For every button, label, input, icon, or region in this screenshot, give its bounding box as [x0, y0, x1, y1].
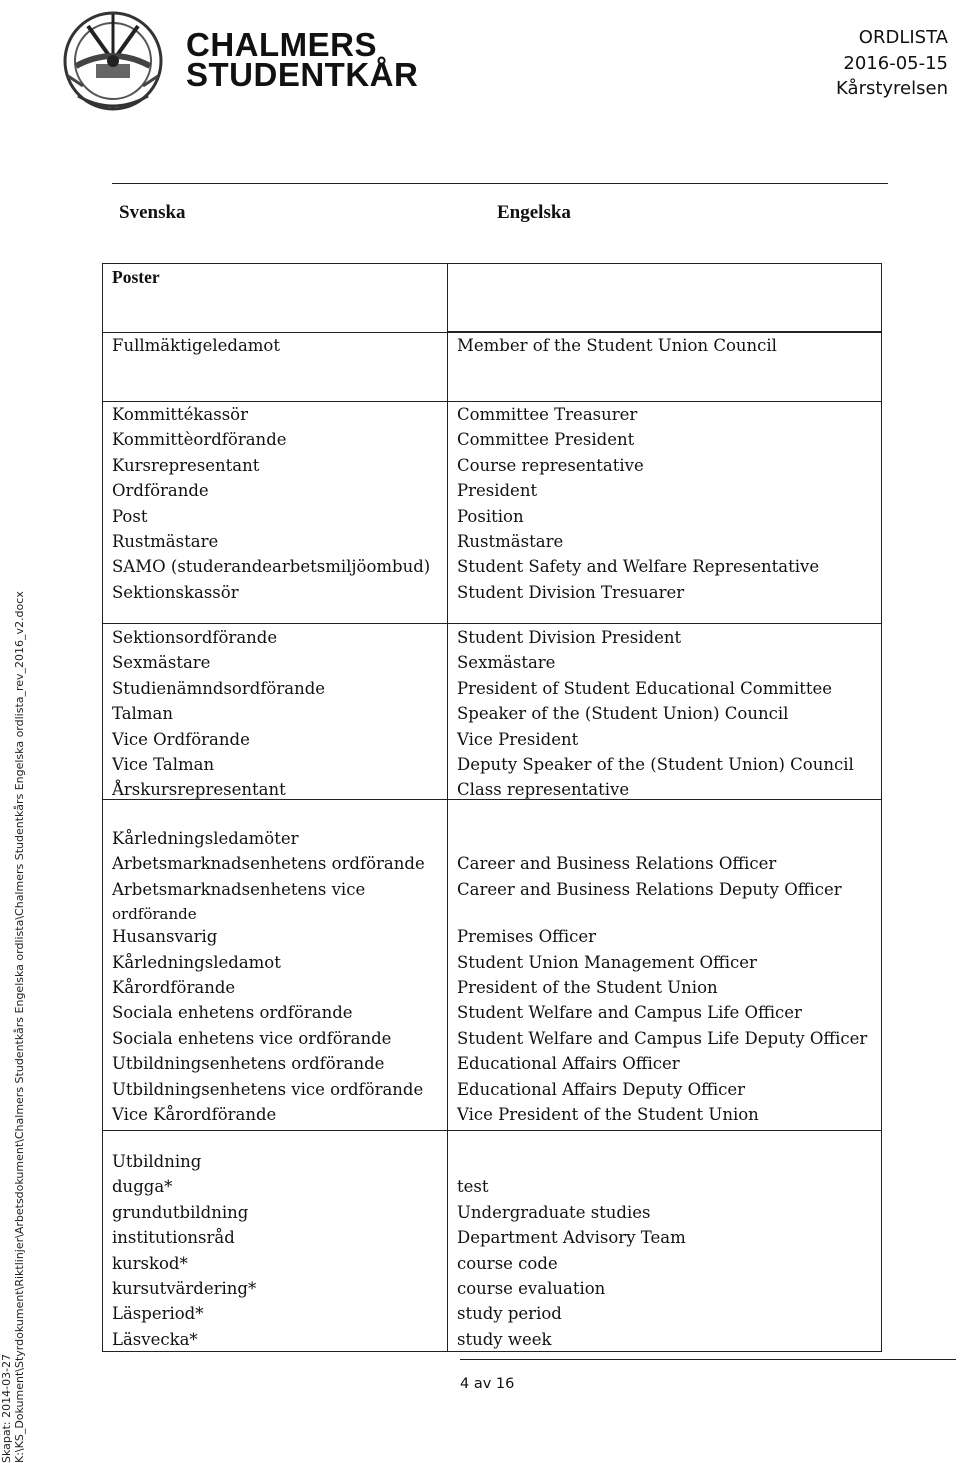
term-sv: Läsvecka* [112, 1329, 198, 1349]
group-5-english [457, 1149, 686, 1352]
term-en: study week [457, 1329, 552, 1349]
term-en: Vice President [457, 729, 579, 749]
term-en [457, 1149, 686, 1174]
term-en: Sexmästare [457, 653, 556, 673]
term-sv: grundutbildning [112, 1202, 249, 1222]
term-en: Undergraduate studies [457, 1202, 651, 1222]
term-en [457, 902, 867, 924]
term-sv: Läsperiod* [112, 1304, 204, 1324]
term-sv: Vice Kårordförande [112, 1104, 277, 1124]
term-sv: Kårledningsledamöter [112, 829, 299, 848]
header-rule [112, 183, 888, 184]
term-sv: Talman [112, 704, 173, 724]
group-1-swedish [112, 333, 280, 358]
term-en: Student Division Tresuarer [457, 582, 685, 602]
term-en: test [457, 1177, 489, 1197]
group-3-swedish [112, 625, 325, 803]
term-en: Career and Business Relations Deputy Officer [457, 879, 842, 899]
term-en: Position [457, 506, 524, 526]
term-sv: Husansvarig [112, 927, 218, 947]
term-sv: Kårledningsledamot [112, 952, 281, 972]
term-en: Department Advisory Team [457, 1228, 686, 1248]
org-line-1: CHALMERS [186, 26, 377, 63]
term-sv: ordförande [112, 905, 197, 924]
group-3-english [457, 625, 854, 803]
poster-row-divider-right [448, 331, 882, 332]
term-en: course code [457, 1253, 558, 1273]
term-sv: Fullmäktigeledamot [112, 336, 280, 355]
term-en: Student Division President [457, 628, 682, 647]
term-en: Career and Business Relations Officer [457, 854, 777, 874]
term-en: Educational Affairs Deputy Officer [457, 1079, 746, 1099]
section-title: Poster [112, 267, 160, 287]
footer-rule [460, 1359, 956, 1360]
group-1-english [457, 333, 777, 358]
term-sv: Utbildning [112, 1152, 202, 1171]
row-divider [103, 1130, 881, 1131]
term-sv: Ordförande [112, 481, 209, 501]
term-en: Class representative [457, 780, 630, 800]
term-sv: dugga* [112, 1177, 173, 1197]
term-en: Committee Treasurer [457, 405, 638, 424]
term-en [457, 826, 867, 851]
doc-owner: Kårstyrelsen [836, 78, 948, 99]
term-sv: Utbildningsenhetens ordförande [112, 1054, 385, 1074]
term-en: Rustmästare [457, 531, 564, 551]
term-sv: Sociala enhetens ordförande [112, 1003, 353, 1023]
term-en: Student Welfare and Campus Life Officer [457, 1003, 802, 1023]
term-sv: Sexmästare [112, 653, 211, 673]
term-sv: Vice Ordförande [112, 729, 250, 749]
term-en: Student Safety and Welfare Representative [457, 557, 820, 577]
term-sv: Sektionskassör [112, 582, 239, 602]
term-en: Student Welfare and Campus Life Deputy Officer [457, 1028, 868, 1048]
term-en: study period [457, 1304, 562, 1324]
group-4-swedish [112, 826, 425, 1127]
row-divider [103, 623, 881, 624]
term-sv: Arbetsmarknadsenhetens ordförande [112, 854, 425, 874]
term-sv: Sociala enhetens vice ordförande [112, 1028, 392, 1048]
term-sv: Kursrepresentant [112, 455, 260, 475]
term-en: course evaluation [457, 1278, 606, 1298]
term-en: Speaker of the (Student Union) Council [457, 704, 789, 724]
term-sv: kursutvärdering* [112, 1278, 257, 1298]
term-en: Vice President of the Student Union [457, 1104, 759, 1124]
term-sv: Kårordförande [112, 977, 236, 997]
term-en: President [457, 481, 538, 501]
group-5-swedish [112, 1149, 256, 1352]
term-sv: Vice Talman [112, 754, 215, 774]
term-sv: institutionsråd [112, 1228, 235, 1248]
term-sv: Rustmästare [112, 531, 219, 551]
side-created-date: Skapat: 2014-03-27 [0, 1353, 13, 1463]
group-4-english [457, 826, 867, 1127]
page-number: 4 av 16 [460, 1376, 515, 1392]
document-meta [836, 25, 948, 102]
term-sv: Utbildningsenhetens vice ordförande [112, 1079, 424, 1099]
term-sv: Årskursrepresentant [112, 780, 286, 800]
group-2-english [457, 402, 819, 605]
term-sv: Studienämndsordförande [112, 678, 326, 698]
term-en: Deputy Speaker of the (Student Union) Council [457, 754, 854, 774]
term-en: Course representative [457, 455, 644, 475]
doc-date: 2016-05-15 [843, 52, 948, 74]
org-line-2: STUDENTKÅR [186, 56, 419, 93]
column-divider [447, 264, 448, 1351]
term-sv: Post [112, 506, 148, 526]
term-en: Committee President [457, 430, 635, 450]
term-en: Educational Affairs Officer [457, 1054, 680, 1074]
term-sv: SAMO (studerandearbetsmiljöombud) [112, 557, 431, 577]
term-en: Member of the Student Union Council [457, 336, 777, 355]
side-file-path [0, 591, 26, 1463]
organization-name [186, 26, 419, 93]
union-emblem-logo [58, 6, 168, 114]
term-sv: Kommittékassör [112, 405, 249, 424]
term-en: President of Student Educational Committee [457, 678, 833, 698]
side-path: K:\KS_Dokument\Styrdokument\Riktlinjer\Arbetsdokument\Chalmers Studentkårs Engelska ordlista\Chalmers Studentkårs Engelska ordlista_rev_2016_v2.docx [13, 591, 26, 1463]
term-sv: Sektionsordförande [112, 628, 278, 647]
term-en: President of the Student Union [457, 977, 718, 997]
term-sv: Arbetsmarknadsenhetens vice [112, 879, 366, 899]
term-en: Student Union Management Officer [457, 952, 757, 972]
column-head-swedish: Svenska [119, 202, 186, 223]
group-2-swedish [112, 402, 430, 605]
term-sv: kurskod* [112, 1253, 188, 1273]
column-head-english: Engelska [497, 202, 571, 223]
term-sv: Kommittèordförande [112, 430, 287, 450]
term-en: Premises Officer [457, 927, 597, 947]
doc-title: ORDLISTA [858, 27, 948, 48]
